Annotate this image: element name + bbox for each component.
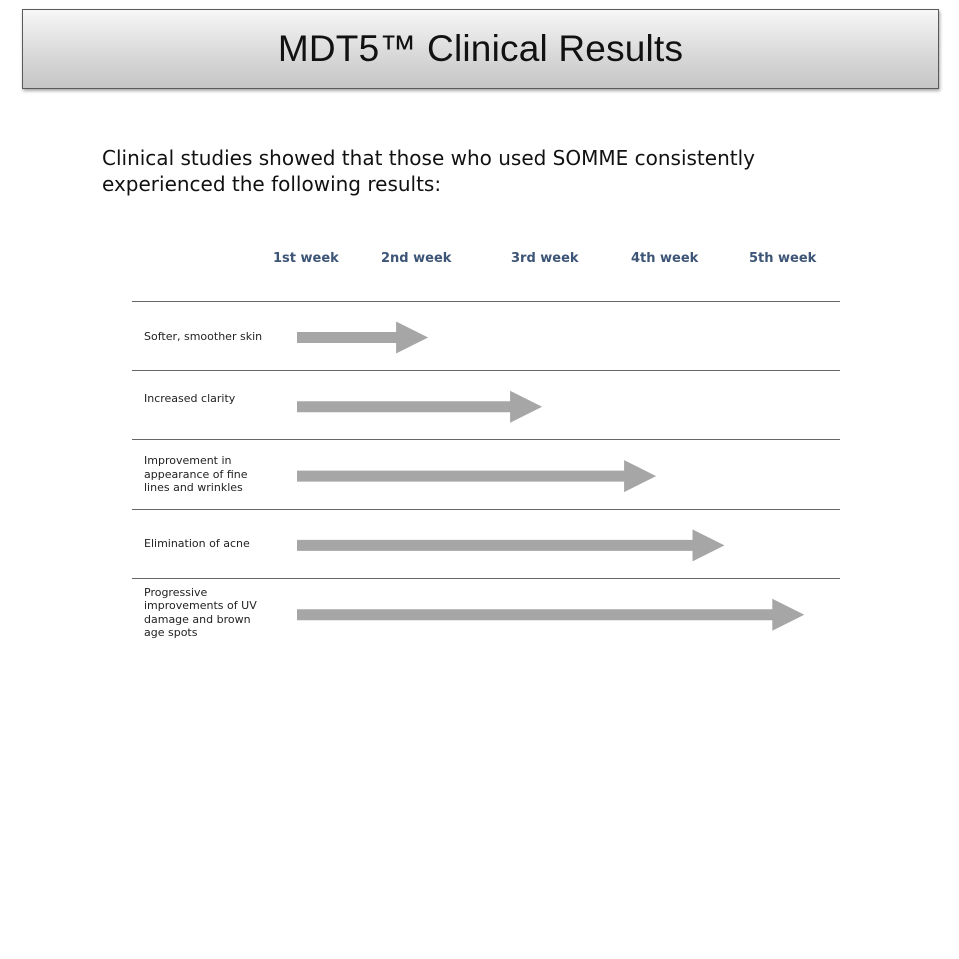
week-header-3: 3rd week (511, 251, 579, 266)
week-header-2: 2nd week (381, 251, 452, 266)
duration-arrow (297, 322, 428, 354)
duration-arrow (297, 599, 804, 631)
row-label-fine-lines: Improvement in appearance of fine lines and wrinkles (144, 454, 248, 495)
title-bar (22, 9, 939, 89)
row-label-clarity: Increased clarity (144, 391, 236, 405)
duration-arrow (297, 391, 542, 423)
row-label-uv-damage: Progressive improvements of UV damage and brown age spots (144, 585, 257, 639)
row-label-softer-skin: Softer, smoother skin (144, 329, 263, 343)
week-header-4: 4th week (631, 251, 699, 266)
week-header-5: 5th week (749, 251, 817, 266)
intro-text: Clinical studies showed that those who used SOMME consistently experienced the following results: (102, 146, 755, 196)
row-label-acne: Elimination of acne (144, 536, 250, 550)
slide-title: MDT5™ Clinical Results (277, 28, 684, 69)
week-header-1: 1st week (273, 251, 339, 266)
duration-arrow (297, 460, 656, 492)
duration-arrow (297, 529, 725, 561)
